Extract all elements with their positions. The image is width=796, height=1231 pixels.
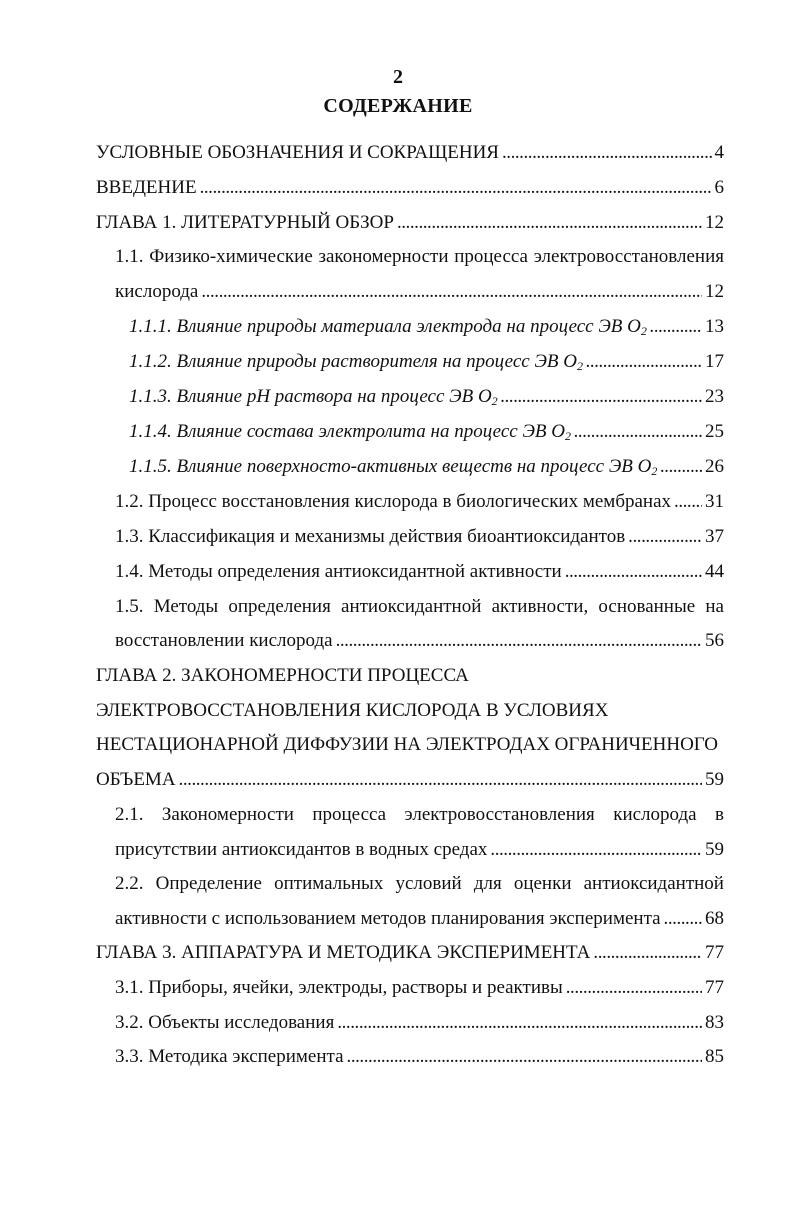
toc-page-number: 83 bbox=[705, 1012, 724, 1033]
toc-entry[interactable] bbox=[96, 939, 724, 967]
toc-entry-title: 1.1.3. Влияние pH раствора на процесс ЭВ O bbox=[129, 386, 492, 407]
leader-dots bbox=[490, 836, 702, 864]
toc-word: антиоксидантной bbox=[341, 596, 482, 617]
leader-dots bbox=[347, 1043, 702, 1071]
toc-word: антиоксидантной bbox=[583, 873, 724, 894]
leader-dots bbox=[502, 139, 712, 167]
toc-entry[interactable] bbox=[129, 348, 724, 376]
toc-page-number: 59 bbox=[705, 769, 724, 790]
toc-entry-line2[interactable] bbox=[96, 697, 724, 725]
leader-dots bbox=[566, 974, 702, 1002]
toc-entry-line2[interactable] bbox=[115, 905, 724, 933]
leader-dots bbox=[664, 905, 702, 933]
toc-page-number: 6 bbox=[714, 177, 724, 198]
leader-dots bbox=[593, 939, 702, 967]
toc-entry[interactable] bbox=[115, 974, 724, 1002]
leader-dots bbox=[574, 418, 702, 446]
toc-entry[interactable] bbox=[115, 488, 724, 516]
leader-dots bbox=[337, 1009, 702, 1037]
toc-word: 1.1. bbox=[115, 246, 144, 267]
toc-entry-line1[interactable] bbox=[115, 870, 724, 898]
toc-word: электровосстановления bbox=[533, 246, 724, 267]
toc-entry[interactable] bbox=[96, 139, 724, 167]
toc-entry-title: 1.1.2. Влияние природы растворителя на процесс ЭВ O bbox=[129, 351, 577, 372]
toc-entry-line4[interactable] bbox=[96, 766, 724, 794]
toc-entry-title: присутствии антиоксидантов в водных средах bbox=[115, 839, 488, 860]
toc-page-number: 25 bbox=[705, 421, 724, 442]
toc-page-number: 26 bbox=[705, 456, 724, 477]
toc-entry-title: ГЛАВА 2. ЗАКОНОМЕРНОСТИ ПРОЦЕССА bbox=[96, 665, 469, 686]
toc-entry[interactable] bbox=[129, 313, 724, 341]
toc-word: на bbox=[705, 596, 724, 617]
toc-entry[interactable] bbox=[129, 418, 724, 446]
leader-dots bbox=[628, 523, 702, 551]
subscript: 2 bbox=[651, 464, 658, 478]
toc-word: 2.1. bbox=[115, 804, 144, 825]
toc-entry-line2[interactable] bbox=[115, 278, 724, 306]
toc-word: закономерности bbox=[318, 246, 449, 267]
toc-word: оптимальных bbox=[274, 873, 384, 894]
toc-entry[interactable] bbox=[96, 174, 724, 202]
leader-dots bbox=[179, 766, 702, 794]
toc-page-number: 44 bbox=[705, 561, 724, 582]
toc-entry-title: 1.2. Процесс восстановления кислорода в биологических мембранах bbox=[115, 491, 672, 512]
toc-entry[interactable] bbox=[115, 558, 724, 586]
toc-entry-title: 1.1.5. Влияние поверхносто-активных веществ на процесс ЭВ O bbox=[129, 456, 652, 477]
toc-entry[interactable] bbox=[115, 1009, 724, 1037]
toc-word: Закономерности bbox=[161, 804, 294, 825]
toc-entry-line1[interactable] bbox=[96, 662, 724, 690]
toc-entry-line3[interactable] bbox=[96, 731, 724, 759]
toc-page-number: 12 bbox=[705, 281, 724, 302]
subscript: 2 bbox=[640, 324, 647, 338]
toc-entry-title: 1.4. Методы определения антиоксидантной активности bbox=[115, 561, 562, 582]
toc-page-number: 77 bbox=[705, 942, 724, 963]
toc-word: 2.2. bbox=[115, 873, 144, 894]
toc-page-number: 13 bbox=[705, 316, 724, 337]
toc-page-number: 59 bbox=[705, 839, 724, 860]
toc-entry-line1[interactable] bbox=[115, 593, 724, 621]
page-title: СОДЕРЖАНИЕ bbox=[323, 95, 473, 117]
toc-entry-line1[interactable] bbox=[115, 243, 724, 271]
toc-entry-title: 3.1. Приборы, ячейки, электроды, растворы и реактивы bbox=[115, 977, 563, 998]
toc-entry-title: 1.1.4. Влияние состава электролита на процесс ЭВ O bbox=[129, 421, 565, 442]
toc-entry-line2[interactable] bbox=[115, 627, 724, 655]
page-number: 2 bbox=[393, 66, 403, 88]
toc-page-number: 31 bbox=[705, 491, 724, 512]
toc-entry[interactable] bbox=[115, 523, 724, 551]
toc-word: Методы bbox=[153, 596, 219, 617]
toc-entry-title: ГЛАВА 1. ЛИТЕРАТУРНЫЙ ОБЗОР bbox=[96, 212, 394, 233]
toc-entry-title: кислорода bbox=[115, 281, 199, 302]
toc-entry-title: ГЛАВА 3. АППАРАТУРА И МЕТОДИКА ЭКСПЕРИМЕНТА bbox=[96, 942, 591, 963]
subscript: 2 bbox=[491, 394, 498, 408]
toc-entry[interactable] bbox=[129, 453, 724, 481]
leader-dots bbox=[565, 558, 702, 586]
toc-word: процесса bbox=[454, 246, 528, 267]
toc-page-number: 77 bbox=[705, 977, 724, 998]
toc-entry-title: ОБЪЕМА bbox=[96, 769, 176, 790]
subscript: 2 bbox=[576, 359, 583, 373]
toc-word: условий bbox=[395, 873, 462, 894]
toc-word: в bbox=[715, 804, 724, 825]
toc-page-number: 12 bbox=[705, 212, 724, 233]
toc-word: 1.5. bbox=[115, 596, 144, 617]
toc-page-number: 56 bbox=[705, 630, 724, 651]
toc-word: электровосстановления bbox=[404, 804, 595, 825]
leader-dots bbox=[201, 278, 702, 306]
toc-entry[interactable] bbox=[129, 383, 724, 411]
leader-dots bbox=[336, 627, 702, 655]
toc-word: для bbox=[473, 873, 502, 894]
toc-page-number: 4 bbox=[714, 142, 724, 163]
toc-entry-title: УСЛОВНЫЕ ОБОЗНАЧЕНИЯ И СОКРАЩЕНИЯ bbox=[96, 142, 499, 163]
toc-entry-title: 1.3. Классификация и механизмы действия биоантиоксидантов bbox=[115, 526, 626, 547]
toc-entry-title: 3.2. Объекты исследования bbox=[115, 1012, 335, 1033]
toc-word: Определение bbox=[155, 873, 262, 894]
toc-word: основанные bbox=[598, 596, 696, 617]
toc-page-number: 17 bbox=[705, 351, 724, 372]
toc-entry-line1[interactable] bbox=[115, 801, 724, 829]
toc-page-number: 37 bbox=[705, 526, 724, 547]
toc-entry-line2[interactable] bbox=[115, 836, 724, 864]
leader-dots bbox=[650, 313, 702, 341]
toc-page-number: 23 bbox=[705, 386, 724, 407]
toc-word: кислорода bbox=[613, 804, 697, 825]
toc-entry-title: активности с использованием методов планирования эксперимента bbox=[115, 908, 661, 929]
toc-word: Физико-химические bbox=[149, 246, 313, 267]
toc-word: процесса bbox=[312, 804, 387, 825]
toc-entry-title: ЭЛЕКТРОВОССТАНОВЛЕНИЯ КИСЛОРОДА В УСЛОВИЯХ bbox=[96, 700, 609, 721]
toc-entry-title: 1.1.1. Влияние природы материала электрода на процесс ЭВ O bbox=[129, 316, 641, 337]
subscript: 2 bbox=[564, 429, 571, 443]
toc-entry[interactable] bbox=[96, 209, 724, 237]
leader-dots bbox=[674, 488, 702, 516]
toc-entry[interactable] bbox=[115, 1043, 724, 1071]
leader-dots bbox=[660, 453, 702, 481]
toc-word: оценки bbox=[513, 873, 572, 894]
toc-entry-title: НЕСТАЦИОНАРНОЙ ДИФФУЗИИ НА ЭЛЕКТРОДАХ ОГРАНИЧЕННОГО bbox=[96, 734, 719, 755]
toc-page-number: 85 bbox=[705, 1046, 724, 1067]
leader-dots bbox=[501, 383, 702, 411]
leader-dots bbox=[200, 174, 712, 202]
toc-word: активности, bbox=[491, 596, 589, 617]
leader-dots bbox=[397, 209, 702, 237]
toc-entry-title: 3.3. Методика эксперимента bbox=[115, 1046, 344, 1067]
toc-page-number: 68 bbox=[705, 908, 724, 929]
toc-word: определения bbox=[228, 596, 331, 617]
toc-entry-title: восстановлении кислорода bbox=[115, 630, 333, 651]
leader-dots bbox=[586, 348, 702, 376]
toc-entry-title: ВВЕДЕНИЕ bbox=[96, 177, 197, 198]
